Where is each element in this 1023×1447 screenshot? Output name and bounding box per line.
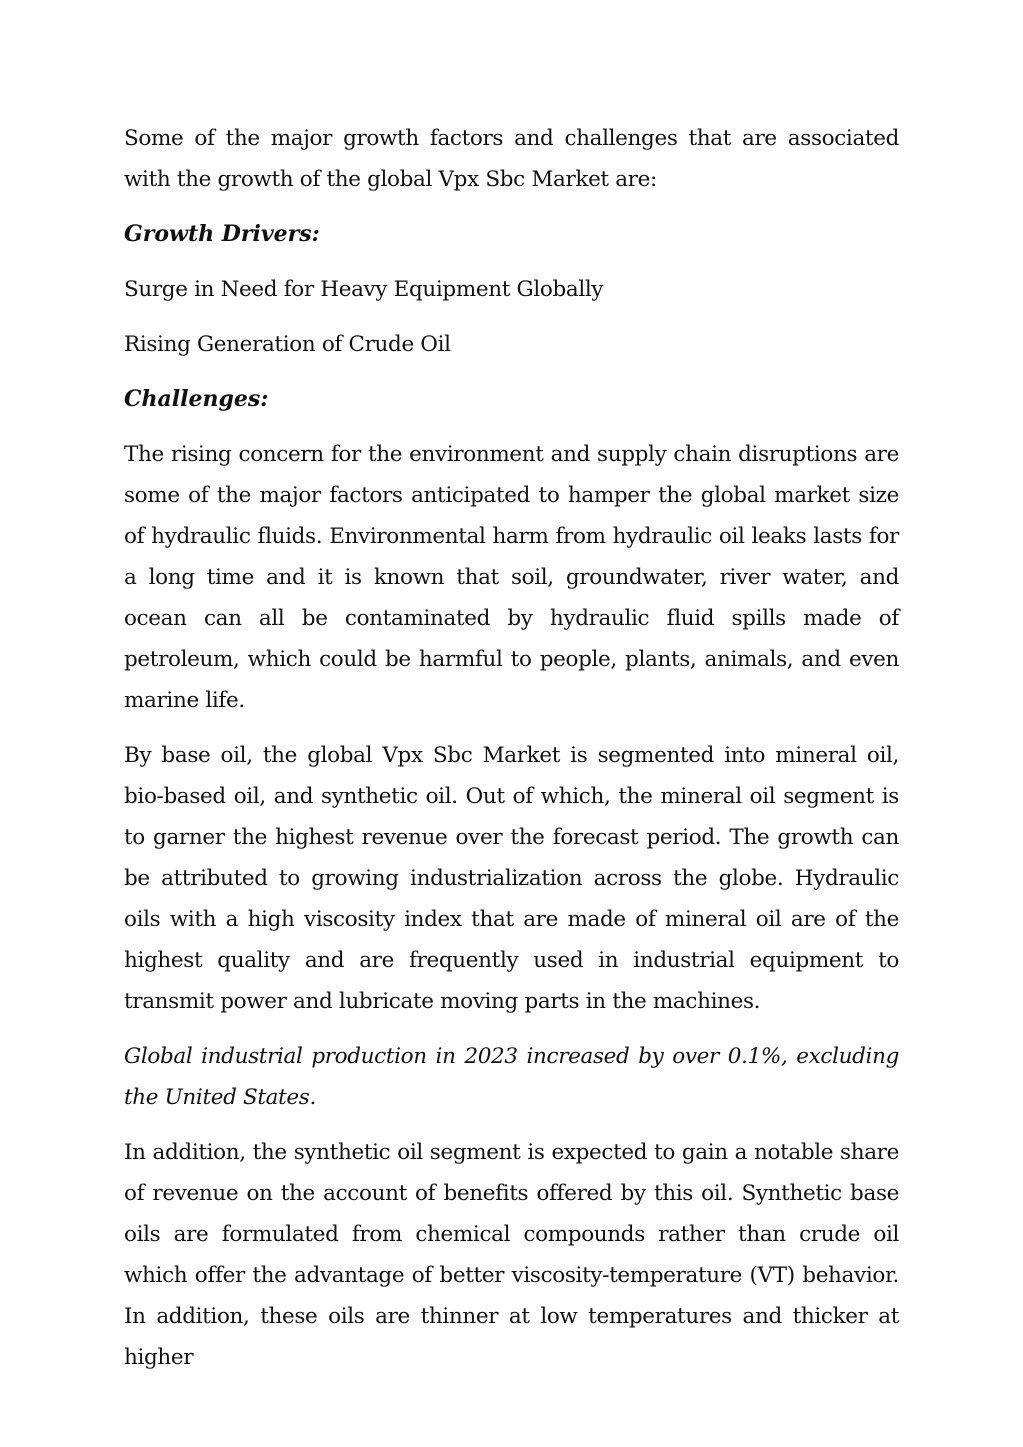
challenges-heading: Challenges: xyxy=(124,386,269,412)
intro-paragraph: Some of the major growth factors and challenges that are associated with the growth of the global Vpx Sbc Market are: xyxy=(124,126,899,192)
growth-drivers-heading: Growth Drivers: xyxy=(124,221,320,247)
statistic-note: Global industrial production in 2023 increased by over 0.1%, excluding the United States. xyxy=(124,1044,899,1110)
growth-driver-item: Rising Generation of Crude Oil xyxy=(124,332,451,357)
synthetic-oil-paragraph: In addition, the synthetic oil segment is expected to gain a notable share of revenue on the account of benefits offered by this oil. Synthetic base oils are formulated from chemical compounds rather than crude oil which offer the advantage of better viscosity-temperature (VT) behavior. In addition, these oils are thinner at low temperatures and thicker at higher xyxy=(124,1140,899,1370)
document-page xyxy=(124,118,899,1392)
base-oil-paragraph: By base oil, the global Vpx Sbc Market is segmented into mineral oil, bio-based oil, and synthetic oil. Out of which, the mineral oil segment is to garner the highest revenue over the forecast period. The growth can be attributed to growing industrialization across the globe. Hydraulic oils with a high viscosity index that are made of mineral oil are of the highest quality and are frequently used in industrial equipment to transmit power and lubricate moving parts in the machines. xyxy=(124,743,899,1014)
growth-driver-item: Surge in Need for Heavy Equipment Globally xyxy=(124,277,604,302)
challenges-paragraph: The rising concern for the environment and supply chain disruptions are some of the major factors anticipated to hamper the global market size of hydraulic fluids. Environmental harm from hydraulic oil leaks lasts for a long time and it is known that soil, groundwater, river water, and ocean can all be contaminated by hydraulic fluid spills made of petroleum, which could be harmful to people, plants, animals, and even marine life. xyxy=(124,442,899,713)
